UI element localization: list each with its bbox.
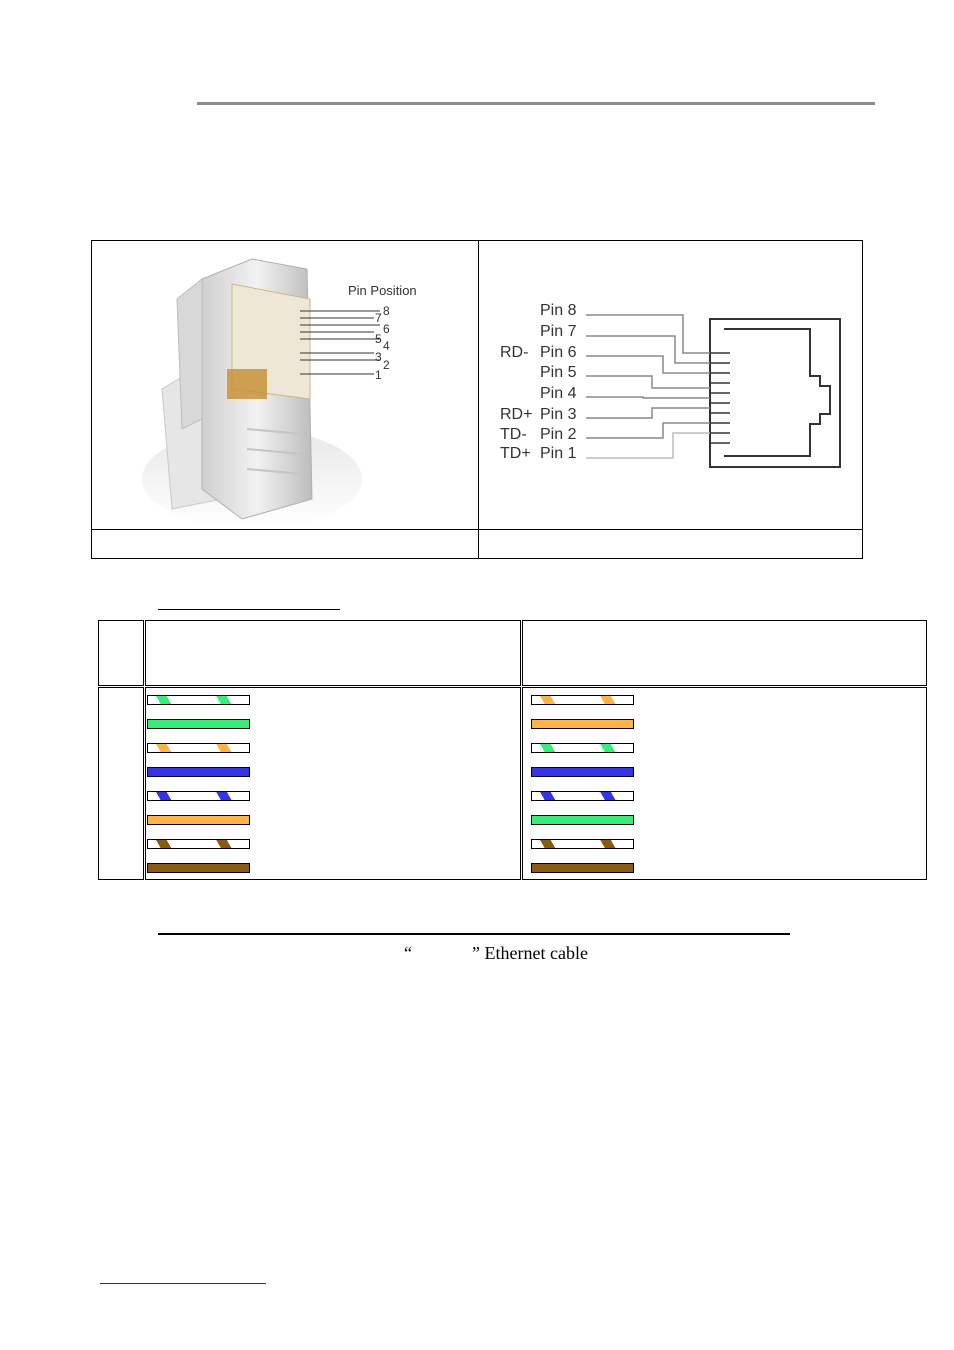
wire-striped-orange — [147, 743, 250, 753]
jack-pin-signal: TD+ — [500, 445, 531, 462]
wiring-end-a-cell — [145, 687, 521, 880]
wire-solid-blue — [531, 767, 634, 777]
jack-pin-label: Pin 6 — [540, 344, 577, 361]
jack-pin-signal: TD- — [500, 426, 527, 443]
jack-pin-signal: RD+ — [500, 406, 533, 423]
rj45-plug-illustration — [132, 249, 462, 525]
wire-solid-orange — [531, 719, 634, 729]
wire-striped-brown — [147, 839, 250, 849]
jack-pin-label: Pin 7 — [540, 323, 577, 340]
footer-link-underline[interactable] — [100, 1283, 266, 1284]
wire-striped-green — [531, 743, 634, 753]
wiring-end-b-cell — [522, 687, 927, 880]
jack-pin-label: Pin 3 — [540, 406, 577, 423]
figure-table — [91, 240, 863, 559]
jack-pin-row — [500, 445, 576, 463]
wire-solid-green — [147, 719, 250, 729]
pin-number: 5 — [375, 332, 382, 346]
wire-solid-orange — [147, 815, 250, 825]
cable-caption — [404, 943, 588, 964]
wiring-header-blank-cell — [98, 620, 144, 686]
wire-solid-blue — [147, 767, 250, 777]
jack-pin-row — [500, 323, 576, 341]
wire-solid-brown — [147, 863, 250, 873]
wire-striped-green — [147, 695, 250, 705]
pin-number: 3 — [375, 350, 382, 364]
pin-position-label: Pin Position — [348, 283, 417, 298]
figure-row-divider — [92, 529, 862, 530]
jack-pin-row — [500, 385, 576, 403]
pin-number: 1 — [375, 368, 382, 382]
jack-pin-row — [500, 426, 576, 444]
pin-number: 2 — [383, 358, 390, 372]
jack-pin-label: Pin 5 — [540, 364, 577, 381]
pin-number: 7 — [375, 311, 382, 325]
wire-striped-brown — [531, 839, 634, 849]
pin-number: 4 — [383, 339, 390, 353]
section-rule — [158, 933, 790, 935]
pin-number: 6 — [383, 322, 390, 336]
jack-pin-label: Pin 4 — [540, 385, 577, 402]
wire-solid-green — [531, 815, 634, 825]
wire-striped-blue — [147, 791, 250, 801]
caption-open-quote: “ — [404, 943, 412, 963]
pin-number: 8 — [383, 304, 390, 318]
header-rule — [197, 102, 875, 105]
figure-column-divider — [478, 241, 479, 558]
wiring-row-label-cell — [98, 687, 144, 880]
jack-pin-label: Pin 1 — [540, 445, 577, 462]
jack-pin-signal: RD- — [500, 344, 529, 361]
jack-pin-label: Pin 2 — [540, 426, 577, 443]
wiring-header-end-b — [522, 620, 927, 686]
wire-solid-brown — [531, 863, 634, 873]
wire-striped-blue — [531, 791, 634, 801]
jack-pin-row — [500, 364, 576, 382]
wiring-header-end-a — [145, 620, 521, 686]
jack-pin-row — [500, 406, 576, 424]
wire-striped-orange — [531, 695, 634, 705]
caption-text: ” Ethernet cable — [472, 943, 588, 963]
wiring-title-underline — [158, 609, 340, 610]
jack-pin-row — [500, 344, 576, 362]
jack-pin-row — [500, 302, 576, 320]
jack-pin-label: Pin 8 — [540, 302, 577, 319]
